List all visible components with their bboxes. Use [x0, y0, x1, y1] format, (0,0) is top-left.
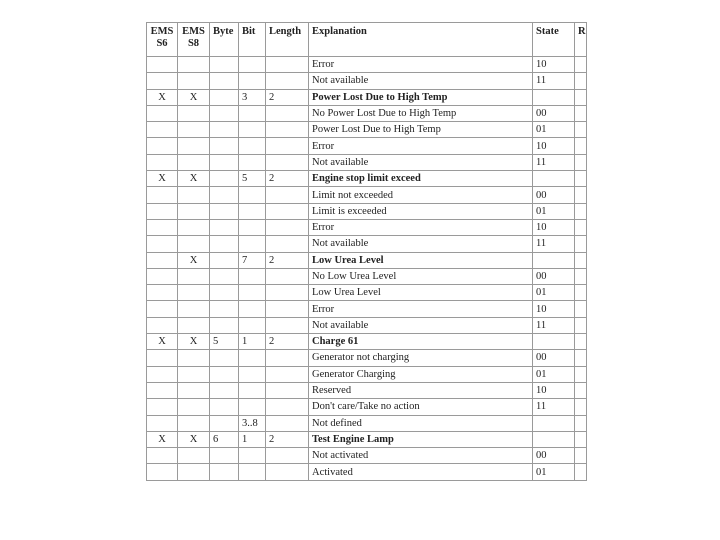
- table-row-signal: [147, 89, 587, 105]
- cell-byte: [210, 236, 239, 252]
- cell-length: [266, 57, 309, 73]
- table-row-signal: [147, 334, 587, 350]
- cell-ems-s6: X: [147, 89, 178, 105]
- cell-state: [533, 171, 575, 187]
- cell-ems-s8: [178, 366, 210, 382]
- header-byte: Byte: [210, 23, 239, 57]
- cell-length: [266, 73, 309, 89]
- cell-ems-s8: [178, 301, 210, 317]
- cell-bit: 3: [239, 89, 266, 105]
- cell-length: [266, 415, 309, 431]
- cell-ems-s8: [178, 268, 210, 284]
- cell-ems-s6: [147, 203, 178, 219]
- cell-length: [266, 464, 309, 480]
- header-bit: Bit: [239, 23, 266, 57]
- cell-ems-s8: [178, 203, 210, 219]
- header-explanation: Explanation: [309, 23, 533, 57]
- cell-explanation: Power Lost Due to High Temp: [309, 89, 533, 105]
- cell-bit: [239, 154, 266, 170]
- table-row: [147, 268, 587, 284]
- cell-state: [533, 89, 575, 105]
- cell-ems-s6: [147, 73, 178, 89]
- cell-ems-s8: [178, 187, 210, 203]
- cell-byte: [210, 73, 239, 89]
- cell-state: 10: [533, 57, 575, 73]
- cell-bit: [239, 285, 266, 301]
- header-state: State: [533, 23, 575, 57]
- cell-state: 10: [533, 382, 575, 398]
- cell-byte: [210, 285, 239, 301]
- cell-length: [266, 399, 309, 415]
- cell-bit: [239, 187, 266, 203]
- cell-explanation: Activated: [309, 464, 533, 480]
- cell-explanation: Error: [309, 138, 533, 154]
- cell-explanation: Error: [309, 219, 533, 235]
- cell-explanation: Generator Charging: [309, 366, 533, 382]
- cell-state: 01: [533, 122, 575, 138]
- cell-state: [533, 415, 575, 431]
- cell-byte: [210, 57, 239, 73]
- header-extra: R: [575, 23, 587, 57]
- cell-explanation: Not available: [309, 236, 533, 252]
- cell-byte: [210, 399, 239, 415]
- cell-extra: [575, 268, 587, 284]
- cell-bit: [239, 464, 266, 480]
- cell-state: 00: [533, 105, 575, 121]
- table-row: [147, 399, 587, 415]
- table-row: [147, 285, 587, 301]
- cell-extra: [575, 203, 587, 219]
- cell-ems-s8: [178, 154, 210, 170]
- cell-state: 01: [533, 203, 575, 219]
- cell-length: [266, 448, 309, 464]
- cell-bit: [239, 138, 266, 154]
- cell-ems-s8: [178, 399, 210, 415]
- cell-ems-s6: [147, 268, 178, 284]
- cell-bit: 1: [239, 334, 266, 350]
- cell-length: [266, 317, 309, 333]
- cell-length: 2: [266, 89, 309, 105]
- cell-state: 10: [533, 301, 575, 317]
- cell-byte: [210, 317, 239, 333]
- cell-length: [266, 366, 309, 382]
- cell-extra: [575, 236, 587, 252]
- cell-extra: [575, 122, 587, 138]
- cell-byte: [210, 154, 239, 170]
- cell-extra: [575, 285, 587, 301]
- cell-state: 11: [533, 73, 575, 89]
- cell-length: 2: [266, 252, 309, 268]
- cell-byte: [210, 219, 239, 235]
- table-row: [147, 350, 587, 366]
- cell-explanation: Don't care/Take no action: [309, 399, 533, 415]
- cell-ems-s6: [147, 105, 178, 121]
- cell-extra: [575, 350, 587, 366]
- cell-extra: [575, 57, 587, 73]
- table-row: [147, 138, 587, 154]
- cell-explanation: No Power Lost Due to High Temp: [309, 105, 533, 121]
- cell-length: [266, 301, 309, 317]
- cell-state: 01: [533, 366, 575, 382]
- table-body: [147, 57, 587, 481]
- header-length: Length: [266, 23, 309, 57]
- cell-explanation: Not activated: [309, 448, 533, 464]
- table-row: [147, 219, 587, 235]
- cell-explanation: Not available: [309, 154, 533, 170]
- cell-explanation: Power Lost Due to High Temp: [309, 122, 533, 138]
- cell-ems-s6: [147, 187, 178, 203]
- cell-byte: [210, 171, 239, 187]
- cell-state: 01: [533, 464, 575, 480]
- cell-byte: [210, 350, 239, 366]
- cell-extra: [575, 464, 587, 480]
- cell-explanation: Low Urea Level: [309, 252, 533, 268]
- table-row: [147, 236, 587, 252]
- cell-ems-s8: [178, 57, 210, 73]
- cell-length: 2: [266, 171, 309, 187]
- cell-bit: [239, 366, 266, 382]
- cell-ems-s8: X: [178, 89, 210, 105]
- cell-ems-s6: [147, 154, 178, 170]
- cell-bit: [239, 236, 266, 252]
- cell-ems-s8: [178, 219, 210, 235]
- table-row: [147, 187, 587, 203]
- cell-ems-s8: [178, 350, 210, 366]
- cell-extra: [575, 138, 587, 154]
- cell-state: 10: [533, 219, 575, 235]
- cell-length: [266, 187, 309, 203]
- table-row: [147, 154, 587, 170]
- cell-extra: [575, 89, 587, 105]
- cell-extra: [575, 431, 587, 447]
- table-row: [147, 73, 587, 89]
- cell-ems-s8: [178, 448, 210, 464]
- header-ems-s8: EMS S8: [178, 23, 210, 57]
- cell-explanation: Charge 61: [309, 334, 533, 350]
- cell-length: [266, 382, 309, 398]
- cell-ems-s6: [147, 350, 178, 366]
- cell-extra: [575, 219, 587, 235]
- cell-length: [266, 268, 309, 284]
- cell-ems-s6: [147, 252, 178, 268]
- cell-ems-s6: [147, 415, 178, 431]
- cell-state: [533, 431, 575, 447]
- cell-explanation: Not available: [309, 73, 533, 89]
- cell-byte: [210, 415, 239, 431]
- cell-ems-s8: [178, 285, 210, 301]
- cell-ems-s6: [147, 366, 178, 382]
- cell-byte: 5: [210, 334, 239, 350]
- cell-ems-s8: X: [178, 431, 210, 447]
- cell-ems-s8: [178, 382, 210, 398]
- cell-extra: [575, 448, 587, 464]
- cell-bit: [239, 301, 266, 317]
- cell-byte: [210, 138, 239, 154]
- table-row: [147, 382, 587, 398]
- cell-state: 00: [533, 448, 575, 464]
- cell-bit: [239, 268, 266, 284]
- cell-state: 11: [533, 236, 575, 252]
- cell-ems-s6: [147, 301, 178, 317]
- cell-extra: [575, 301, 587, 317]
- cell-bit: [239, 382, 266, 398]
- cell-byte: [210, 464, 239, 480]
- cell-explanation: Test Engine Lamp: [309, 431, 533, 447]
- cell-length: [266, 122, 309, 138]
- cell-ems-s8: [178, 138, 210, 154]
- cell-ems-s6: [147, 219, 178, 235]
- table-row-signal: [147, 431, 587, 447]
- cell-bit: [239, 219, 266, 235]
- cell-explanation: Reserved: [309, 382, 533, 398]
- cell-explanation: Limit not exceeded: [309, 187, 533, 203]
- cell-bit: 7: [239, 252, 266, 268]
- cell-extra: [575, 171, 587, 187]
- cell-ems-s6: [147, 448, 178, 464]
- cell-bit: [239, 203, 266, 219]
- cell-length: [266, 138, 309, 154]
- cell-ems-s8: [178, 464, 210, 480]
- cell-explanation: No Low Urea Level: [309, 268, 533, 284]
- cell-bit: [239, 317, 266, 333]
- signal-definition-table: [146, 22, 587, 481]
- table-container: [146, 22, 586, 478]
- cell-ems-s8: [178, 415, 210, 431]
- cell-state: 11: [533, 399, 575, 415]
- cell-bit: [239, 399, 266, 415]
- cell-extra: [575, 317, 587, 333]
- cell-ems-s8: [178, 317, 210, 333]
- cell-byte: [210, 252, 239, 268]
- cell-ems-s8: X: [178, 171, 210, 187]
- cell-extra: [575, 415, 587, 431]
- cell-ems-s6: [147, 317, 178, 333]
- cell-byte: 6: [210, 431, 239, 447]
- cell-bit: [239, 122, 266, 138]
- cell-bit: [239, 57, 266, 73]
- cell-state: 00: [533, 268, 575, 284]
- cell-bit: [239, 73, 266, 89]
- cell-byte: [210, 89, 239, 105]
- cell-state: 11: [533, 317, 575, 333]
- cell-explanation: Low Urea Level: [309, 285, 533, 301]
- table-row-signal: [147, 252, 587, 268]
- cell-length: 2: [266, 431, 309, 447]
- cell-byte: [210, 301, 239, 317]
- header-ems-s6: EMS S6: [147, 23, 178, 57]
- cell-extra: [575, 382, 587, 398]
- cell-ems-s6: [147, 399, 178, 415]
- cell-byte: [210, 448, 239, 464]
- cell-bit: 3..8: [239, 415, 266, 431]
- cell-state: 11: [533, 154, 575, 170]
- cell-byte: [210, 366, 239, 382]
- cell-explanation: Engine stop limit exceed: [309, 171, 533, 187]
- cell-extra: [575, 399, 587, 415]
- cell-ems-s6: [147, 122, 178, 138]
- cell-extra: [575, 105, 587, 121]
- cell-ems-s8: [178, 236, 210, 252]
- cell-ems-s6: [147, 464, 178, 480]
- cell-length: [266, 219, 309, 235]
- cell-extra: [575, 154, 587, 170]
- cell-length: 2: [266, 334, 309, 350]
- cell-bit: [239, 448, 266, 464]
- cell-bit: 5: [239, 171, 266, 187]
- cell-extra: [575, 252, 587, 268]
- cell-bit: 1: [239, 431, 266, 447]
- cell-ems-s6: X: [147, 334, 178, 350]
- cell-bit: [239, 350, 266, 366]
- table-row: [147, 122, 587, 138]
- table-header: [147, 23, 587, 57]
- cell-ems-s8: [178, 105, 210, 121]
- table-row: [147, 105, 587, 121]
- cell-length: [266, 154, 309, 170]
- cell-state: 10: [533, 138, 575, 154]
- cell-byte: [210, 203, 239, 219]
- cell-extra: [575, 73, 587, 89]
- cell-explanation: Not defined: [309, 415, 533, 431]
- cell-explanation: Not available: [309, 317, 533, 333]
- cell-ems-s6: [147, 236, 178, 252]
- cell-explanation: Error: [309, 301, 533, 317]
- table-row: [147, 203, 587, 219]
- table-row: [147, 448, 587, 464]
- cell-state: [533, 334, 575, 350]
- cell-byte: [210, 382, 239, 398]
- cell-extra: [575, 187, 587, 203]
- cell-byte: [210, 122, 239, 138]
- cell-state: 00: [533, 187, 575, 203]
- cell-ems-s6: [147, 138, 178, 154]
- table-row: [147, 464, 587, 480]
- cell-ems-s6: X: [147, 171, 178, 187]
- cell-length: [266, 285, 309, 301]
- cell-ems-s8: X: [178, 334, 210, 350]
- cell-explanation: Limit is exceeded: [309, 203, 533, 219]
- cell-length: [266, 105, 309, 121]
- table-row: [147, 415, 587, 431]
- cell-state: 00: [533, 350, 575, 366]
- cell-ems-s8: [178, 122, 210, 138]
- table-row: [147, 57, 587, 73]
- cell-byte: [210, 105, 239, 121]
- cell-length: [266, 203, 309, 219]
- table-row: [147, 317, 587, 333]
- cell-byte: [210, 187, 239, 203]
- cell-bit: [239, 105, 266, 121]
- table-row: [147, 301, 587, 317]
- cell-byte: [210, 268, 239, 284]
- cell-length: [266, 350, 309, 366]
- cell-state: 01: [533, 285, 575, 301]
- table-row-signal: [147, 171, 587, 187]
- cell-explanation: Generator not charging: [309, 350, 533, 366]
- cell-ems-s8: X: [178, 252, 210, 268]
- cell-ems-s6: [147, 285, 178, 301]
- cell-ems-s8: [178, 73, 210, 89]
- cell-explanation: Error: [309, 57, 533, 73]
- header-row: [147, 23, 587, 57]
- cell-ems-s6: [147, 382, 178, 398]
- cell-ems-s6: [147, 57, 178, 73]
- cell-ems-s6: X: [147, 431, 178, 447]
- cell-state: [533, 252, 575, 268]
- cell-extra: [575, 334, 587, 350]
- cell-length: [266, 236, 309, 252]
- cell-extra: [575, 366, 587, 382]
- table-row: [147, 366, 587, 382]
